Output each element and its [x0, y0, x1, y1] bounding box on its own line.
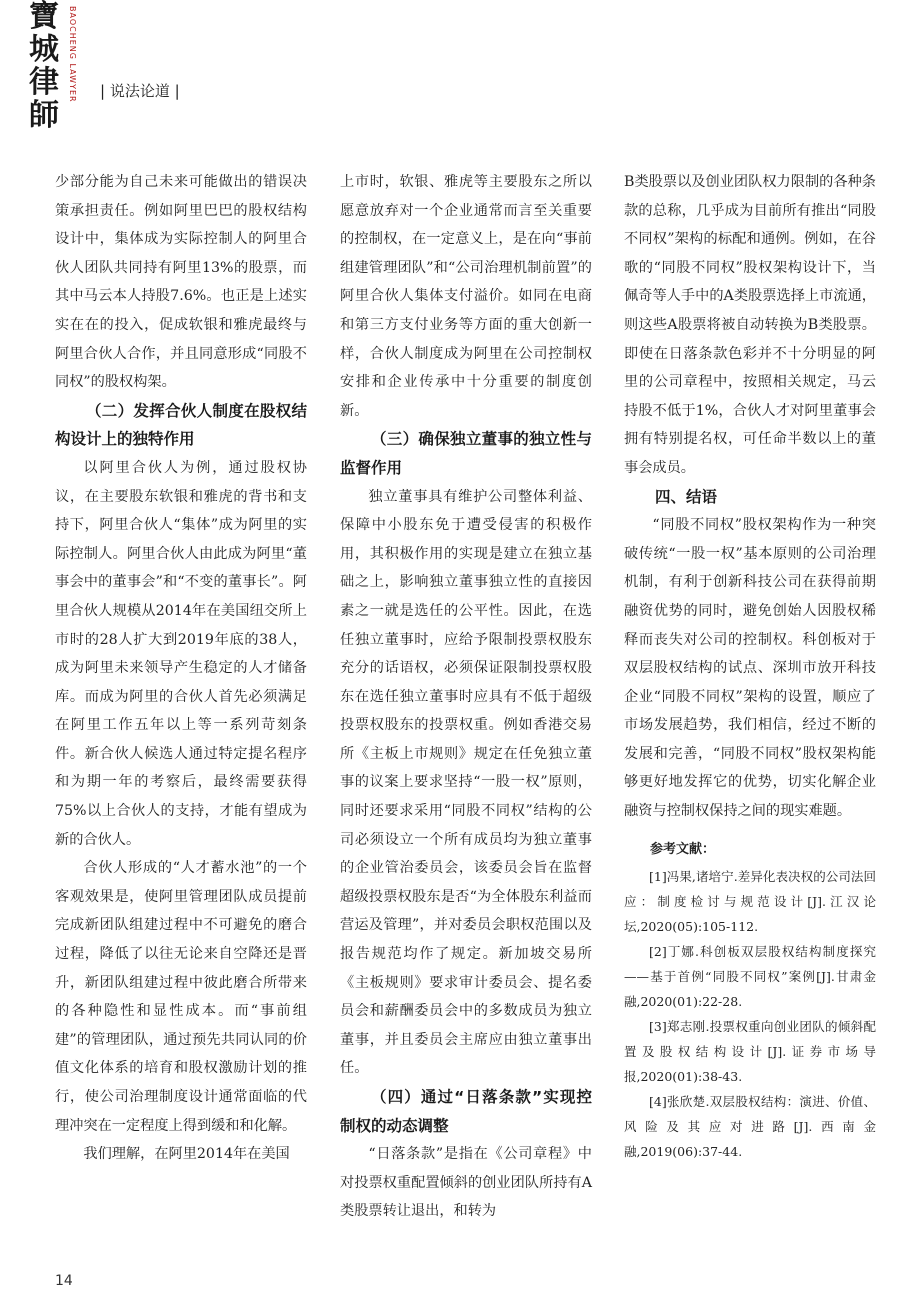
reference-item: [1]冯果,诸培宁.差异化表决权的公司法回应：制度检讨与规范设计[J].江汉论坛,2020(05):105-112. [624, 868, 876, 934]
paragraph: 上市时，软银、雅虎等主要股东之所以愿意放弃对一个企业通常而言至关重要的控制权，在一定意义上，是在向“事前组建管理团队”和“公司治理机制前置”的阿里合伙人集体支付溢价。如同在电商和第三方支付业务等方面的重大创新一样，合伙人制度成为阿里在公司控制权安排和企业传承中十分重要的制度创新。 [340, 174, 592, 419]
conclusion-heading: 四、结语 [655, 487, 718, 506]
logo-chinese [24, 0, 64, 132]
references [624, 836, 876, 1164]
reference-item: [4]张欣楚.双层股权结构：演进、价值、风险及其应对进路[J].西南金融,2019(06):37-44. [624, 1093, 876, 1159]
paragraph: 少部分能为自己未来可能做出的错误决策承担责任。例如阿里巴巴的股权结构设计中，集体成为实际控制人的阿里合伙人团队共同持有阿里13%的股票，而其中马云本人持股7.6%。也正是上述实实在在的投入，促成软银和雅虎最终与阿里合伙人合作，并且同意形成“同股不同权”的股权构架。 [55, 174, 307, 391]
paragraph: 我们理解，在阿里2014年在美国 [83, 1146, 290, 1163]
column-2 [340, 168, 592, 1226]
paragraph: “同股不同权”股权架构作为一种突破传统“一股一权”基本原则的公司治理机制，有利于创新科技公司在获得前期融资优势的同时，避免创始人因股权稀释而丧失对公司的控制权。科创板对于双层股权结构的试点、深圳市放开科技企业“同股不同权”架构的设置，顺应了市场发展趋势，我们相信，经过不断的发展和完善，“同股不同权”股权架构能够更好地发挥它的优势，切实化解企业融资与控制权保持之间的现实难题。 [624, 517, 876, 820]
section-heading: （三）确保独立董事的独立性与监督作用 [340, 430, 592, 477]
logo-english: BAOCHENG LAWYER [68, 6, 77, 103]
logo-char: 寶 [29, 0, 59, 34]
logo-char: 律 [29, 65, 59, 100]
section-tag: | 说法论道 | [100, 82, 180, 100]
paragraph: 以阿里合伙人为例，通过股权协议，在主要股东软银和雅虎的背书和支持下，阿里合伙人“集体”成为阿里的实际控制人。阿里合伙人由此成为阿里“董事会中的董事会”和“不变的董事长”。阿里合伙人规模从2014年在美国纽交所上市时的28人扩大到2019年底的38人，成为阿里未来领导产生稳定的人才储备库。而成为阿里的合伙人首先必须满足在阿里工作五年以上等一系列苛刻条件。新合伙人候选人通过特定提名程序和为期一年的考察后，最终需要获得75%以上合伙人的支持，才能有望成为新的合伙人。 [55, 459, 307, 848]
column-1 [55, 168, 307, 1169]
section-heading: （二）发挥合伙人制度在股权结构设计上的独特作用 [55, 401, 307, 449]
logo-char: 城 [29, 32, 59, 67]
section-heading: （四）通过“日落条款”实现控制权的动态调整 [340, 1088, 592, 1135]
reference-item: [3]郑志刚.投票权重向创业团队的倾斜配置及股权结构设计[J].证券市场导报,2020(01):38-43. [624, 1018, 876, 1084]
paragraph: B类股票以及创业团队权力限制的各种条款的总称，几乎成为目前所有推出“同股不同权”架构的标配和通例。例如，在谷歌的“同股不同权”股权架构设计下，当佩奇等人手中的A类股票选择上市流通，则这些A股票将被自动转换为B类股票。即使在日落条款色彩并不十分明显的阿里的公司章程中，按照相关规定，马云持股不低于1%，合伙人才对阿里董事会拥有特别提名权，可任命半数以上的董事会成员。 [624, 174, 876, 476]
column-3 [624, 168, 876, 1164]
reference-item: [2]丁娜.科创板双层股权结构制度探究——基于首例“同股不同权”案例[J].甘肃金融,2020(01):22-28. [624, 943, 876, 1009]
paragraph: 独立董事具有维护公司整体利益、保障中小股东免于遭受侵害的积极作用，其积极作用的实现是建立在独立基础之上，影响独立董事独立性的直接因素之一就是选任的公平性。因此，在选任独立董事时，应给予限制投票权股东充分的话语权，必须保证限制投票权股东在选任独立董事时应具有不低于超级投票权股东的投票权重。例如香港交易所《主板上市规则》规定在任免独立董事的议案上要求坚持“一股一权”原则，同时还要求采用“同股不同权”结构的公司必须设立一个所有成员均为独立董事的企业管治委员会，该委员会旨在监督超级投票权股东是否“为全体股东利益而营运及管理”，并对委员会职权范围以及报告规范均作了规定。新加坡交易所《主板规则》要求审计委员会、提名委员会和薪酬委员会中的多数成员为独立董事，并且委员会主席应由独立董事出任。 [340, 488, 592, 1077]
logo [24, 0, 116, 140]
references-title: 参考文献： [650, 841, 716, 857]
paragraph: 合伙人形成的“人才蓄水池”的一个客观效果是，使阿里管理团队成员提前完成新团队组建过程中不可避免的磨合过程，降低了以往无论来自空降还是晋升，新团队组建过程中彼此磨合所带来的各种隐性和显性成本。而“事前组建”的管理团队，通过预先共同认同的价值文化体系的培育和股权激励计划的推行，使公司治理制度设计通常面临的代理冲突在一定程度上得到缓和和化解。 [55, 860, 307, 1134]
page-number: 14 [55, 1273, 73, 1289]
logo-char: 師 [29, 98, 59, 133]
paragraph: “日落条款”是指在《公司章程》中对投票权重配置倾斜的创业团队所持有A类股票转让退出，和转为 [340, 1146, 592, 1220]
